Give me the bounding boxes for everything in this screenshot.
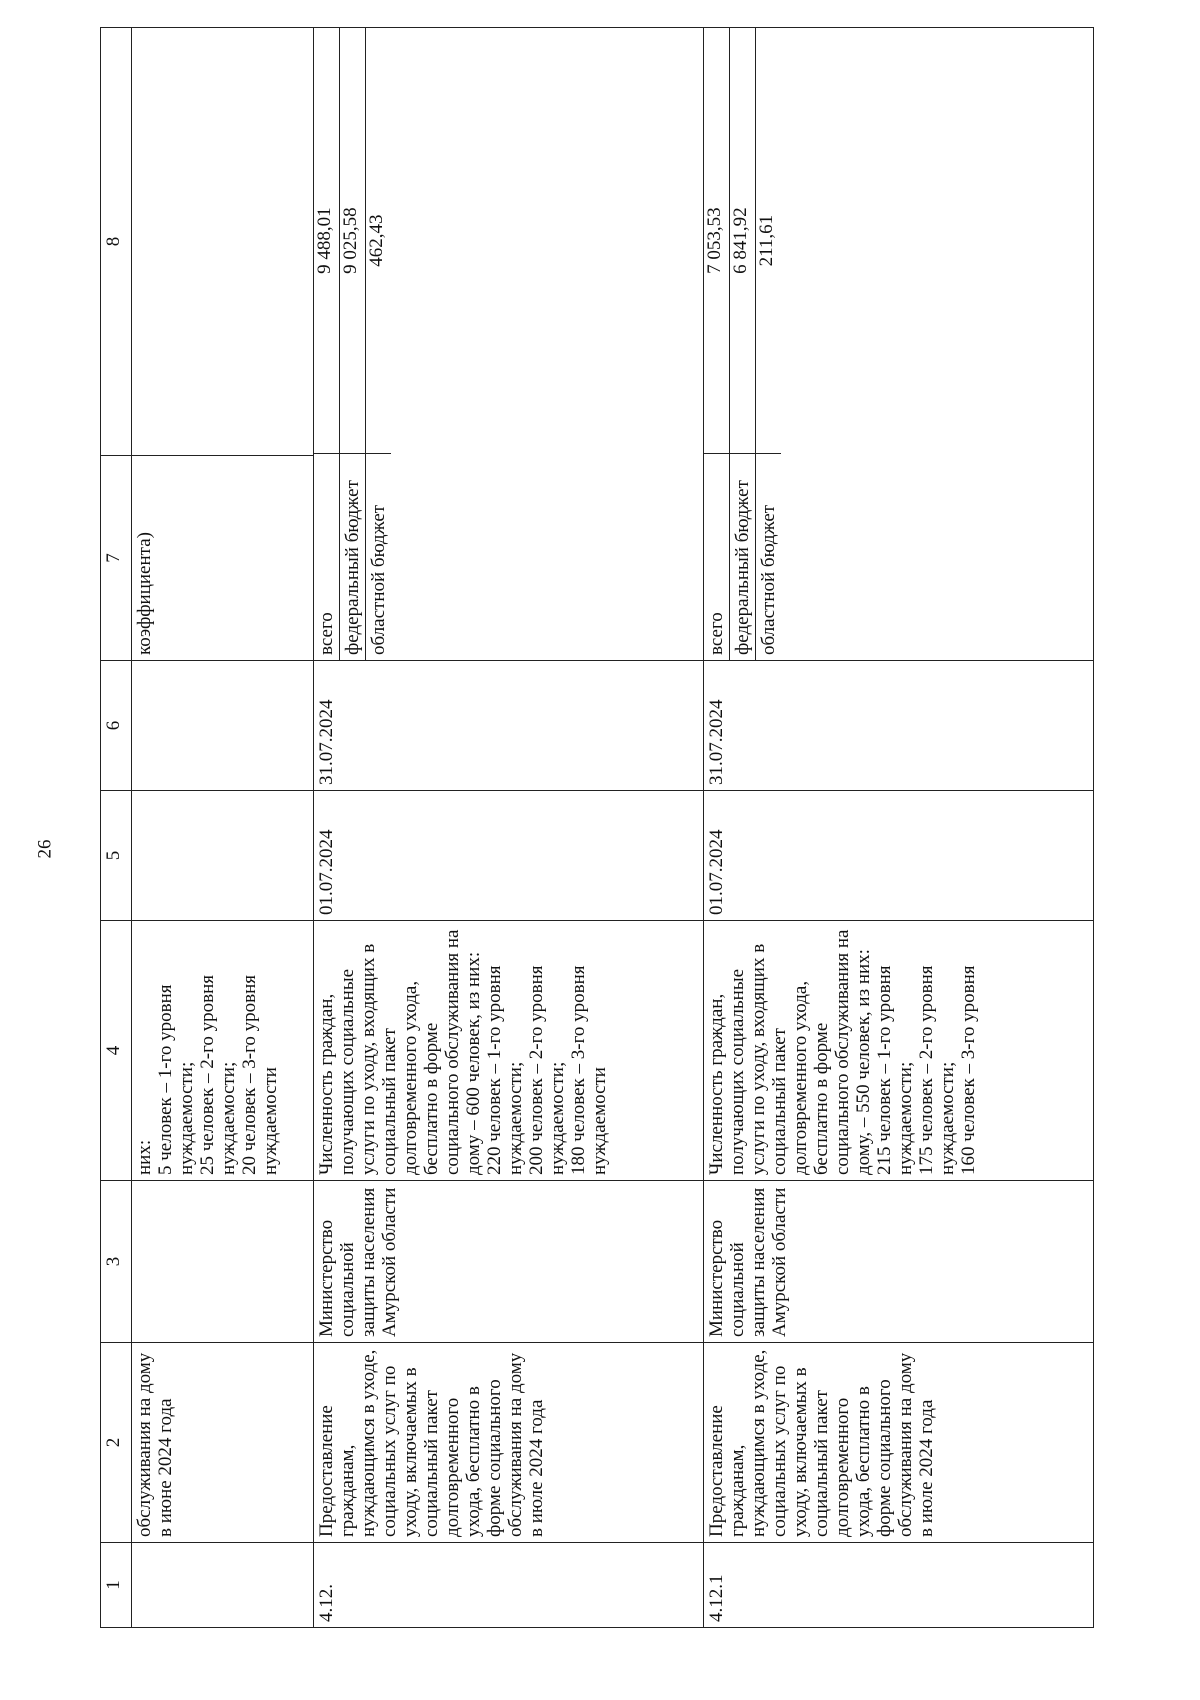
budget-source: всего [704, 454, 730, 660]
cont-source-cell: коэффициента) [132, 456, 314, 661]
cont-amount-cell [132, 28, 314, 456]
budget-table [314, 28, 391, 660]
budget-source: федеральный бюджет [730, 454, 756, 660]
header-cell: 3 [101, 1181, 132, 1343]
executor: Министерство социальной защиты населения Амурской области [704, 1181, 1094, 1343]
budget-row [314, 28, 340, 660]
budget-cell [314, 28, 704, 661]
budget-amount: 6 841,92 [730, 28, 756, 454]
budget-row [340, 28, 366, 660]
plan-table [100, 27, 1094, 1628]
executor: Министерство социальной защиты населения Амурской области [314, 1181, 704, 1343]
measure-name: Предоставление гражданам, нуждающимся в уходе, социальных услуг по уходу, включаемых в социальный пакет долговременного ухода, бесплатно в форме социального обслуживания на дому в июле 2024 года [704, 1343, 1094, 1543]
table-row [704, 28, 1094, 1628]
row-number: 4.12. [314, 1543, 704, 1628]
budget-source: областной бюджет [368, 504, 389, 655]
cont-end-cell [132, 661, 314, 791]
budget-cell [704, 28, 1094, 661]
budget-amount: 7 053,53 [704, 28, 730, 454]
end-date: 31.07.2024 [704, 661, 1094, 791]
header-cell: 6 [101, 661, 132, 791]
row-number: 4.12.1 [704, 1543, 1094, 1628]
indicator: Численность граждан, получающих социальные услуги по уходу, входящих в социальный пакет долговременного ухода, бесплатно в форме социального обслуживания на дому, – 550 человек, из них: 215 человек – 1-го уровня нуждаемости; 175 человек – 2-го уровня нуждаемости; 160 человек – 3-го уровня [704, 921, 1094, 1181]
cont-indicator-cell: них: 5 человек – 1-го уровня нуждаемости; 25 человек – 2-го уровня нуждаемости; 20 человек – 3-го уровня нуждаемости [132, 921, 314, 1181]
continuation-row [132, 28, 314, 1628]
cont-executor-cell [132, 1181, 314, 1343]
cont-num-cell [132, 1543, 314, 1628]
budget-amount: 462,43 [366, 28, 392, 454]
budget-amount: 9 488,01 [314, 28, 340, 454]
rotated-page [100, 28, 1140, 1628]
measure-name: Предоставление гражданам, нуждающимся в уходе, социальных услуг по уходу, включаемых в социальный пакет долговременного ухода, бесплатно в форме социального обслуживания на дому в июле 2024 года [314, 1343, 704, 1543]
header-cell: 8 [101, 28, 132, 456]
indicator: Численность граждан, получающих социальные услуги по уходу, входящих в социальный пакет долговременного ухода, бесплатно в форме социального обслуживания на дому – 600 человек, из них: 220 человек – 1-го уровня нуждаемости; 200 человек – 2-го уровня нуждаемости; 180 человек – 3-го уровня нуждаемости [314, 921, 704, 1181]
start-date: 01.07.2024 [704, 791, 1094, 921]
budget-source: федеральный бюджет [340, 454, 366, 660]
budget-row [756, 28, 782, 660]
budget-amount: 9 025,58 [340, 28, 366, 454]
start-date: 01.07.2024 [314, 791, 704, 921]
budget-row [730, 28, 756, 660]
page-number: 26 [34, 839, 56, 859]
header-cell: 4 [101, 921, 132, 1181]
budget-amount: 211,61 [756, 28, 782, 454]
header-row [101, 28, 132, 1628]
budget-row [366, 28, 392, 660]
header-cell: 5 [101, 791, 132, 921]
end-date: 31.07.2024 [314, 661, 704, 791]
budget-table [704, 28, 781, 660]
table-row [314, 28, 704, 1628]
cont-start-cell [132, 791, 314, 921]
header-cell: 7 [101, 456, 132, 661]
budget-source: всего [314, 454, 340, 660]
budget-source: областной бюджет [758, 504, 779, 655]
budget-row [704, 28, 730, 660]
cont-name-cell: обслуживания на дому в июне 2024 года [132, 1343, 314, 1543]
header-cell: 1 [101, 1543, 132, 1628]
header-cell: 2 [101, 1343, 132, 1543]
